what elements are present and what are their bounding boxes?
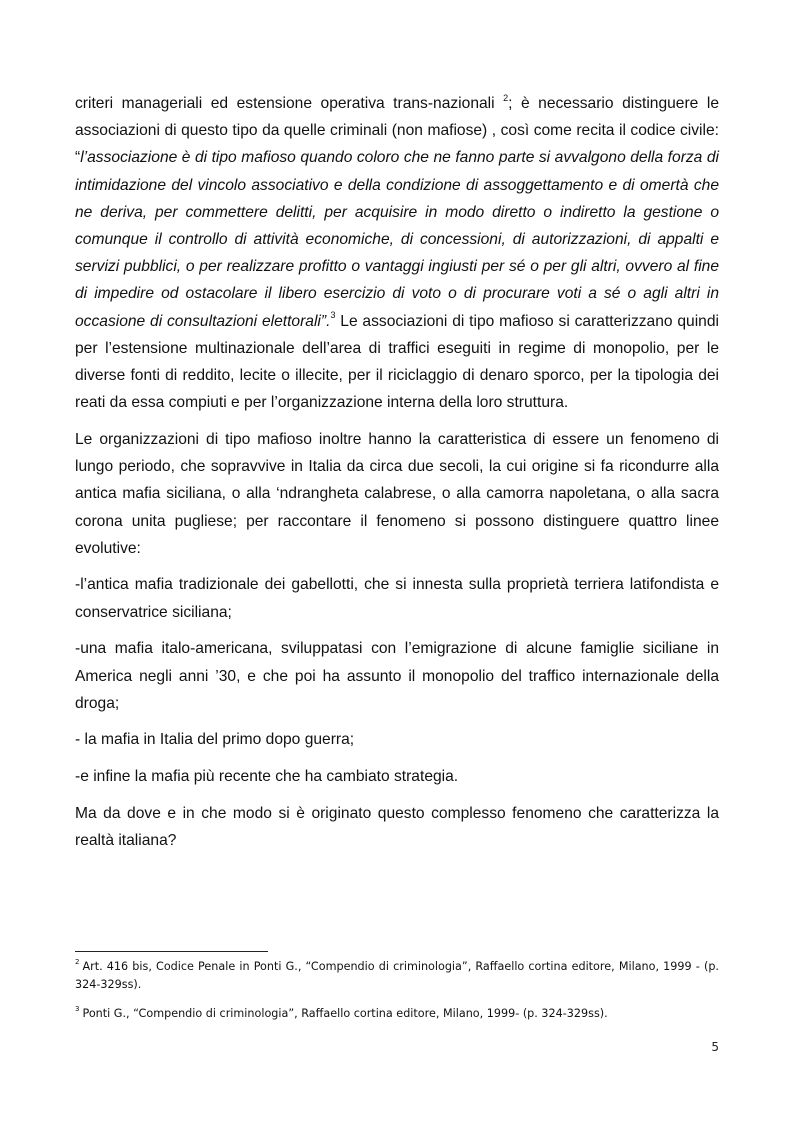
list-item: -l’antica mafia tradizionale dei gabellotti, che si innesta sulla proprietà terriera latifondista e conservatrice siciliana; (75, 576, 719, 621)
document-body (75, 90, 719, 854)
footnote-ref-3: 3 (330, 310, 336, 321)
footnote-number: 2 (75, 958, 80, 967)
paragraph-characteristics: Le organizzazioni di tipo mafioso inoltre hanno la caratteristica di essere un fenomeno di lungo periodo, che sopravvive in Italia da circa due secoli, la cui origine si fa ricondurre alla antica mafia siciliana, o alla ‘ndrangheta calabrese, o alla camorra napoletana, o alla sacra corona unita pugliese; per raccontare il fenomeno si possono distinguere quattro linee evolutive: (75, 430, 719, 557)
paragraph-text: criteri manageriali ed estensione operativa trans-nazionali (75, 95, 504, 112)
paragraph-text: Le associazioni di tipo mafioso si caratterizzano quindi per l’estensione multinazionale dell’area di traffici eseguiti in regime di monopolio, per le diverse fonti di reddito, lecite o illecite, per il riciclaggio di denaro sporco, per la tipologia dei reati da essa compiuti e per l’organizzazione interna della loro struttura. (75, 312, 719, 412)
footnote-separator (75, 951, 268, 952)
footnote-text: Art. 416 bis, Codice Penale in Ponti G., “Compendio di criminologia”, Raffaello cortina editore, Milano, 1999 - (p. 324-329ss). (75, 960, 719, 991)
footnote-3 (75, 1005, 719, 1023)
list-item: -e infine la mafia più recente che ha cambiato strategia. (75, 768, 459, 786)
paragraph-question: Ma da dove e in che modo si è originato questo complesso fenomeno che caratterizza la realtà italiana? (75, 804, 719, 850)
footnotes (75, 958, 719, 1035)
footnote-2 (75, 958, 719, 993)
list-item: -una mafia italo-americana, sviluppatasi con l’emigrazione di alcune famiglie siciliane in America negli anni ’30, e che poi ha assunto il monopolio del traffico internazionale della droga; (75, 640, 719, 712)
legal-quote: l’associazione è di tipo mafioso quando coloro che ne fanno parte si avvalgono della forza di intimidazione del vincolo associativo e della condizione di assoggettamento e di omertà che ne deriva, per commettere delitti, per acquisire in modo diretto o indiretto la gestione o comunque il controllo di attività economiche, di concessioni, di autorizzazioni, di appalti e servizi pubblici, o per realizzare profitto o vantaggi ingiusti per sé o per gli altri, ovvero al fine di impedire od ostacolare il libero esercizio di voto o di procurare voti a sé o agli altri in occasione di consultazioni elettorali”. (75, 149, 719, 330)
page-number: 5 (711, 1040, 719, 1054)
footnote-number: 3 (75, 1005, 80, 1014)
footnote-text: Ponti G., “Compendio di criminologia”, Raffaello cortina editore, Milano, 1999- (p. 324-329ss). (82, 1007, 608, 1020)
paragraph-legal-definition (75, 90, 719, 416)
footnote-ref-2: 2 (503, 92, 509, 103)
paragraph-text: ; è necessario distinguere le associazioni di questo tipo da quelle criminali (non mafiose) , così come recita il codice civile: “ (75, 95, 719, 167)
list-item: - la mafia in Italia del primo dopo guerra; (75, 731, 355, 749)
